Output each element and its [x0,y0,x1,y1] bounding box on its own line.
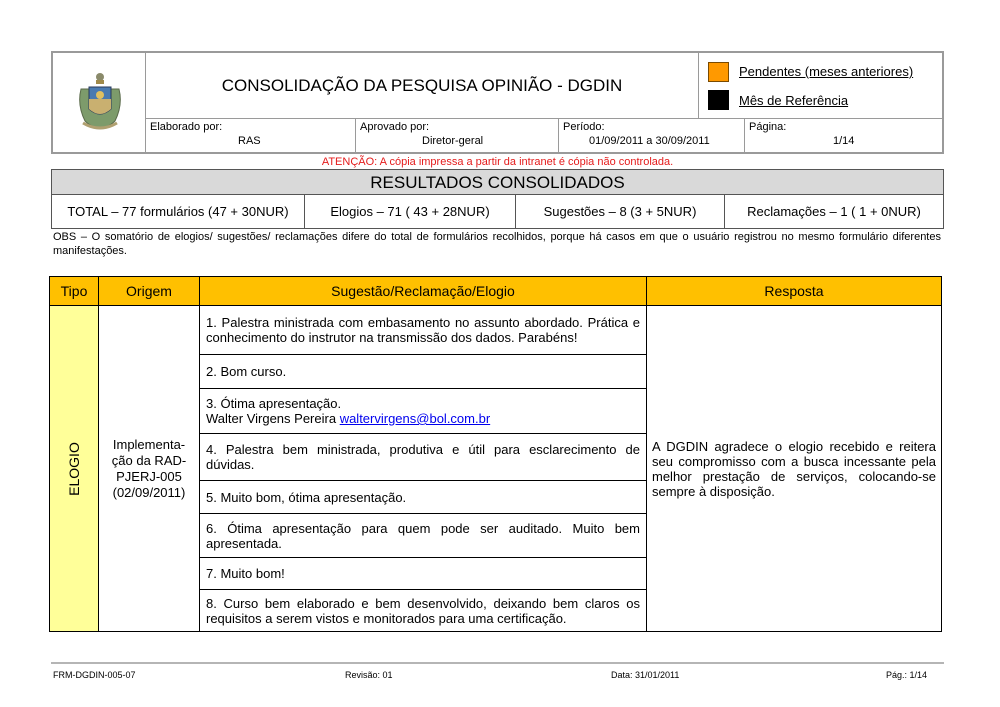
footer-divider [51,662,944,664]
origem-value: Implementa-ção da RAD-PJERJ-005 (02/09/2011) [111,436,187,500]
aprovado-label: Aprovado por: [360,121,430,133]
legend-cell [699,53,942,119]
header-tipo: Tipo [50,277,99,306]
resposta-value: A DGDIN agradece o elogio recebido e reitera seu compromisso com a busca incessante pela melhor prestação de serviços, colocando-se sempre à disposição. [652,438,936,499]
results-elogios: Elogios – 71 ( 43 + 28NUR) [305,195,516,228]
email-link[interactable]: waltervirgens@bol.com.br [339,411,491,426]
legend-pending-label: Pendentes (meses anteriores) [739,64,914,79]
controlled-copy-warning: ATENÇÃO: A cópia impressa a partir da intranet é cópia não controlada. [321,156,674,168]
tipo-cell [50,306,99,631]
header-sugestao-reclamacao-elogio: Sugestão/Reclamação/Elogio [200,277,647,306]
logo-cell [53,53,146,152]
list-item: 1. Palestra ministrada com embasamento no assunto abordado. Prática e conhecimento do instrutor na transmissão dos dados. Parabéns! [200,306,647,355]
footer-date: Data: 31/01/2011 [611,670,680,680]
legend-reference-label: Mês de Referência [739,93,849,108]
footer-page: Pág.: 1/14 [886,670,928,680]
coat-of-arms-logo [75,71,125,133]
header-origem: Origem [99,277,200,306]
results-reclamacoes: Reclamações – 1 ( 1 + 0NUR) [747,204,921,219]
document-title: CONSOLIDAÇÃO DA PESQUISA OPINIÃO - DGDIN [146,53,699,119]
pending-swatch [708,62,729,82]
elaborado-label: Elaborado por: [150,121,223,133]
list-item: 4. Palestra bem ministrada, produtiva e útil para esclarecimento de dúvidas. [200,434,647,481]
pagina-label: Página: [749,121,787,133]
list-item: 8. Curso bem elaborado e bem desenvolvido, deixando bem claros os requisitos a serem vistos e monitorados para uma certificação. [200,590,647,631]
obs-note: OBS – O somatório de elogios/ sugestões/ reclamações difere do total de formulários recolhidos, porque há casos em que o usuário registrou no mesmo formulário diferentes manifestações. [53,231,941,257]
aprovado-cell [356,119,559,152]
list-item: 6. Ótima apresentação para quem pode ser auditado. Muito bem apresentada. [200,514,647,558]
item-3-name: Walter Virgens Pereira [206,411,337,426]
aprovado-value: Diretor-geral [422,135,484,147]
results-sugestoes: Sugestões – 8 (3 + 5NUR) [516,195,725,228]
item-3-text: 3. Ótima apresentação. [206,396,342,411]
results-title: RESULTADOS CONSOLIDADOS [52,170,943,195]
periodo-cell [559,119,745,152]
list-item: 7. Muito bom! [200,558,647,590]
origem-cell [99,306,200,631]
resposta-cell [647,306,941,631]
header-resposta: Resposta [647,277,941,306]
list-item: 5. Muito bom, ótima apresentação. [200,481,647,514]
pagina-cell [745,119,942,152]
footer-form-code: FRM-DGDIN-005-07 [53,670,136,680]
list-item: 2. Bom curso. [200,355,647,389]
periodo-label: Período: [563,121,605,133]
reference-swatch [708,90,729,110]
results-box [51,169,944,229]
elaborado-value: RAS [238,135,261,147]
document-header [51,51,944,154]
periodo-value: 01/09/2011 a 30/09/2011 [589,135,710,147]
footer-revision: Revisão: 01 [345,670,393,680]
list-item [200,389,647,434]
results-total: TOTAL – 77 formulários (47 + 30NUR) [52,195,305,228]
pagina-value: 1/14 [833,135,855,147]
feedback-table [49,276,942,632]
elaborado-cell [146,119,356,152]
tipo-value: ELOGIO [66,441,82,496]
